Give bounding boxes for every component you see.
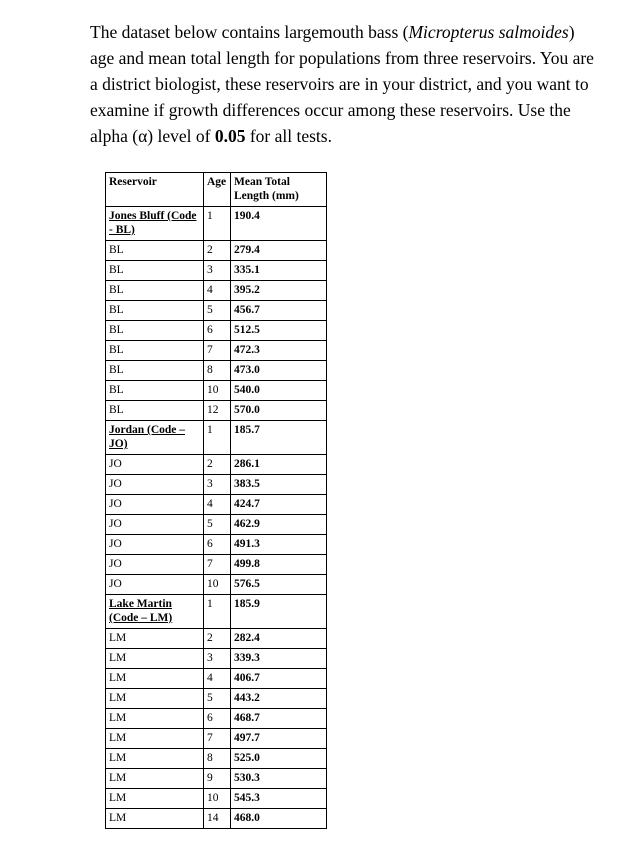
table-row	[106, 789, 327, 809]
age-cell: 12	[204, 401, 231, 421]
age-cell: 9	[204, 769, 231, 789]
age-cell: 6	[204, 709, 231, 729]
mean-length-cell: 525.0	[231, 749, 327, 769]
age-cell: 1	[204, 421, 231, 455]
table-row	[106, 749, 327, 769]
mean-length-cell: 383.5	[231, 475, 327, 495]
reservoir-cell: LM	[106, 709, 204, 729]
table-row	[106, 555, 327, 575]
age-cell: 5	[204, 301, 231, 321]
mean-length-cell: 185.7	[231, 421, 327, 455]
table-row	[106, 495, 327, 515]
mean-length-cell: 339.3	[231, 649, 327, 669]
mean-length-cell: 462.9	[231, 515, 327, 535]
age-cell: 5	[204, 515, 231, 535]
table-row	[106, 689, 327, 709]
reservoir-cell: LM	[106, 689, 204, 709]
reservoir-cell	[106, 207, 204, 241]
age-cell: 3	[204, 261, 231, 281]
table-row	[106, 649, 327, 669]
table-row	[106, 455, 327, 475]
table-row	[106, 595, 327, 629]
table-row	[106, 381, 327, 401]
reservoir-cell: BL	[106, 381, 204, 401]
mean-length-cell: 443.2	[231, 689, 327, 709]
mean-length-cell: 279.4	[231, 241, 327, 261]
reservoir-cell	[106, 421, 204, 455]
reservoir-cell: BL	[106, 301, 204, 321]
table-row	[106, 207, 327, 241]
data-table	[105, 172, 327, 829]
statement-text-2: ) age and mean total length for populations from three reservoirs. You are a district biologist, these reservoirs are in your district, and you want to examine if growth differences occur among these reservoirs. Use the alpha (α) level of	[90, 22, 594, 146]
age-cell: 4	[204, 669, 231, 689]
table-row	[106, 261, 327, 281]
mean-length-cell: 185.9	[231, 595, 327, 629]
reservoir-group-name: Lake Martin (Code – LM)	[109, 598, 173, 624]
mean-length-cell: 468.0	[231, 809, 327, 829]
table-row	[106, 629, 327, 649]
header-age: Age	[204, 173, 231, 207]
alpha-level-value: 0.05	[214, 126, 246, 146]
table-row	[106, 535, 327, 555]
mean-length-cell: 576.5	[231, 575, 327, 595]
problem-statement	[90, 19, 600, 149]
reservoir-cell: LM	[106, 789, 204, 809]
age-cell: 3	[204, 475, 231, 495]
mean-length-cell: 497.7	[231, 729, 327, 749]
reservoir-cell: LM	[106, 749, 204, 769]
reservoir-group-name: Jordan (Code – JO)	[109, 424, 186, 450]
reservoir-group-name: Jones Bluff (Code - BL)	[109, 210, 197, 236]
age-cell: 2	[204, 629, 231, 649]
age-cell: 14	[204, 809, 231, 829]
table-row	[106, 361, 327, 381]
age-cell: 6	[204, 321, 231, 341]
age-cell: 2	[204, 455, 231, 475]
age-cell: 6	[204, 535, 231, 555]
mean-length-cell: 499.8	[231, 555, 327, 575]
mean-length-cell: 282.4	[231, 629, 327, 649]
table-row	[106, 729, 327, 749]
age-cell: 10	[204, 381, 231, 401]
age-cell: 8	[204, 749, 231, 769]
table-row	[106, 241, 327, 261]
age-cell: 7	[204, 729, 231, 749]
table-row	[106, 321, 327, 341]
reservoir-cell: BL	[106, 341, 204, 361]
mean-length-cell: 424.7	[231, 495, 327, 515]
reservoir-cell: LM	[106, 809, 204, 829]
statement-text-1: The dataset below contains largemouth bass (	[90, 22, 409, 42]
table-row	[106, 341, 327, 361]
age-cell: 2	[204, 241, 231, 261]
reservoir-cell: JO	[106, 555, 204, 575]
mean-length-cell: 395.2	[231, 281, 327, 301]
reservoir-cell: BL	[106, 401, 204, 421]
age-cell: 10	[204, 789, 231, 809]
data-table-body	[106, 207, 327, 829]
reservoir-cell: BL	[106, 321, 204, 341]
mean-length-cell: 190.4	[231, 207, 327, 241]
age-cell: 3	[204, 649, 231, 669]
age-cell: 4	[204, 281, 231, 301]
table-row	[106, 301, 327, 321]
table-row	[106, 575, 327, 595]
mean-length-cell: 406.7	[231, 669, 327, 689]
table-row	[106, 281, 327, 301]
age-cell: 7	[204, 341, 231, 361]
mean-length-cell: 530.3	[231, 769, 327, 789]
age-cell: 1	[204, 207, 231, 241]
reservoir-cell: LM	[106, 649, 204, 669]
table-row	[106, 809, 327, 829]
reservoir-cell: JO	[106, 515, 204, 535]
reservoir-cell: LM	[106, 729, 204, 749]
mean-length-cell: 456.7	[231, 301, 327, 321]
age-cell: 4	[204, 495, 231, 515]
reservoir-cell: JO	[106, 455, 204, 475]
reservoir-cell: JO	[106, 495, 204, 515]
mean-length-cell: 286.1	[231, 455, 327, 475]
mean-length-cell: 473.0	[231, 361, 327, 381]
statement-text-3: for all tests.	[245, 126, 332, 146]
table-row	[106, 709, 327, 729]
mean-length-cell: 512.5	[231, 321, 327, 341]
reservoir-cell: BL	[106, 281, 204, 301]
species-name: Micropterus salmoides	[408, 22, 569, 42]
reservoir-cell	[106, 595, 204, 629]
mean-length-cell: 472.3	[231, 341, 327, 361]
reservoir-cell: JO	[106, 575, 204, 595]
age-cell: 8	[204, 361, 231, 381]
age-cell: 7	[204, 555, 231, 575]
reservoir-cell: JO	[106, 475, 204, 495]
table-row	[106, 421, 327, 455]
age-cell: 1	[204, 595, 231, 629]
mean-length-cell: 491.3	[231, 535, 327, 555]
reservoir-cell: JO	[106, 535, 204, 555]
table-row	[106, 515, 327, 535]
table-row	[106, 401, 327, 421]
mean-length-cell: 540.0	[231, 381, 327, 401]
table-row	[106, 475, 327, 495]
table-row	[106, 669, 327, 689]
age-cell: 10	[204, 575, 231, 595]
table-row	[106, 769, 327, 789]
header-row	[106, 173, 327, 207]
age-cell: 5	[204, 689, 231, 709]
mean-length-cell: 335.1	[231, 261, 327, 281]
mean-length-cell: 468.7	[231, 709, 327, 729]
reservoir-cell: LM	[106, 669, 204, 689]
reservoir-cell: LM	[106, 629, 204, 649]
reservoir-cell: BL	[106, 261, 204, 281]
reservoir-cell: BL	[106, 241, 204, 261]
reservoir-cell: LM	[106, 769, 204, 789]
mean-length-cell: 570.0	[231, 401, 327, 421]
reservoir-cell: BL	[106, 361, 204, 381]
data-table-header	[106, 173, 327, 207]
header-reservoir: Reservoir	[106, 173, 204, 207]
mean-length-cell: 545.3	[231, 789, 327, 809]
header-mean-total-length: Mean Total Length (mm)	[231, 173, 327, 207]
